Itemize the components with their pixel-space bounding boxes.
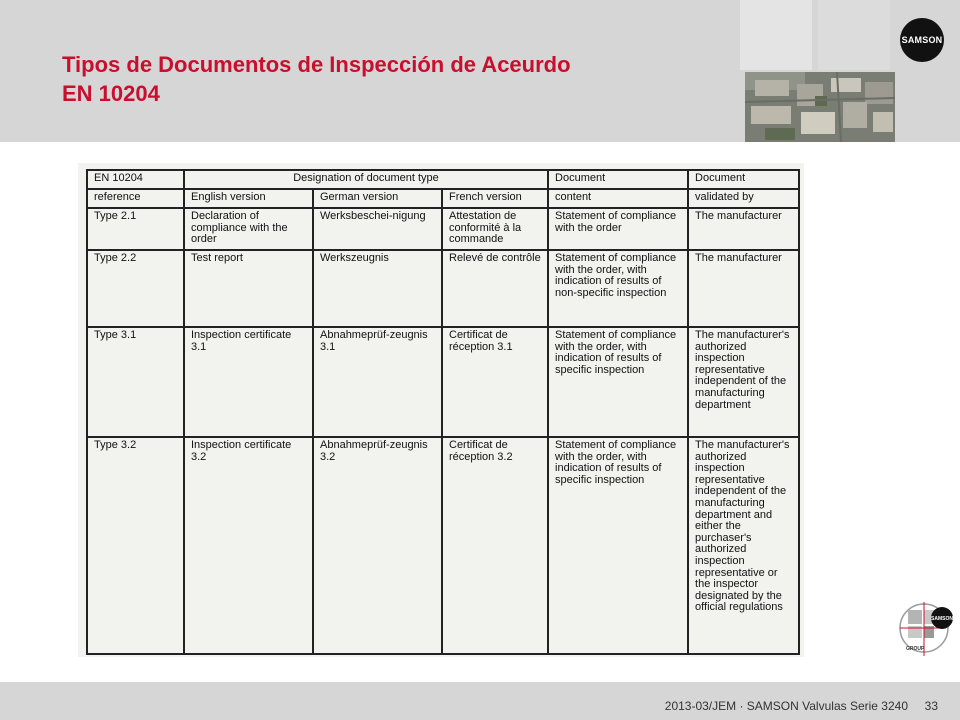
inspection-documents-table (86, 169, 800, 655)
group-logo-drawing (898, 598, 960, 660)
header-cell: English version (184, 189, 313, 208)
table-cell: The manufacturer's authorized inspection representative independent of the manufacturing department (688, 327, 799, 437)
table-cell: Type 2.1 (87, 208, 184, 250)
aerial-photo-drawing (745, 72, 895, 142)
page-title (62, 50, 722, 108)
group-logo-group-text: GROUP (906, 646, 925, 652)
footer-text: 2013-03/JEM · SAMSON Valvulas Serie 3240 (664, 699, 908, 713)
header-cell: EN 10204 (87, 170, 184, 189)
header-cell: Document (548, 170, 688, 189)
header-cell: reference (87, 189, 184, 208)
table-cell: Inspection certificate 3.1 (184, 327, 313, 437)
table-cell: Werksbeschei-nigung (313, 208, 442, 250)
table-cell: The manufacturer's authorized inspection representative independent of the manufacturing department and either the purchaser's authorized inspection representative or the inspector designated by the official regulations (688, 437, 799, 654)
page-title-line-1: Tipos de Documentos de Inspección de Aceurdo (62, 52, 571, 77)
table-cell: Abnahmeprüf-zeugnis 3.2 (313, 437, 442, 654)
table-cell: Certificat de réception 3.1 (442, 327, 548, 437)
table-cell: Type 2.2 (87, 250, 184, 327)
table-cell: Abnahmeprüf-zeugnis 3.1 (313, 327, 442, 437)
table-cell: Statement of compliance with the order, with indication of results of non-specific inspection (548, 250, 688, 327)
group-logo-samson-text: SAMSON (931, 616, 953, 622)
page-title-line-2: EN 10204 (62, 81, 160, 106)
samson-logo-text: SAMSON (901, 35, 943, 45)
table-cell: Test report (184, 250, 313, 327)
table-cell: Certificat de réception 3.2 (442, 437, 548, 654)
table-cell: Attestation de conformité à la commande (442, 208, 548, 250)
table-row (87, 437, 799, 654)
table-header-row (87, 189, 799, 208)
header-tile (740, 0, 812, 70)
page-number: 33 (924, 699, 938, 713)
samson-group-logo (898, 598, 960, 660)
table-cell: Werkszeugnis (313, 250, 442, 327)
table-cell: Relevé de contrôle (442, 250, 548, 327)
header-cell: Designation of document type (184, 170, 548, 189)
header-cell: German version (313, 189, 442, 208)
header-cell: content (548, 189, 688, 208)
table-cell: The manufacturer (688, 250, 799, 327)
header-cell: validated by (688, 189, 799, 208)
table-row (87, 208, 799, 250)
table-cell: Declaration of compliance with the order (184, 208, 313, 250)
table-cell: Statement of compliance with the order, with indication of results of specific inspection (548, 437, 688, 654)
aerial-photo-image (745, 72, 895, 142)
table-row (87, 250, 799, 327)
header-cell: Document (688, 170, 799, 189)
header-tile (818, 0, 890, 70)
samson-logo (900, 18, 944, 62)
footer-band (0, 682, 960, 720)
table-header-row (87, 170, 799, 189)
table-cell: Type 3.2 (87, 437, 184, 654)
table-cell: Statement of compliance with the order (548, 208, 688, 250)
table-cell: Statement of compliance with the order, with indication of results of specific inspection (548, 327, 688, 437)
document-scan (78, 163, 804, 657)
table-cell: The manufacturer (688, 208, 799, 250)
table-cell: Inspection certificate 3.2 (184, 437, 313, 654)
table-row (87, 327, 799, 437)
header-cell: French version (442, 189, 548, 208)
table-cell: Type 3.1 (87, 327, 184, 437)
